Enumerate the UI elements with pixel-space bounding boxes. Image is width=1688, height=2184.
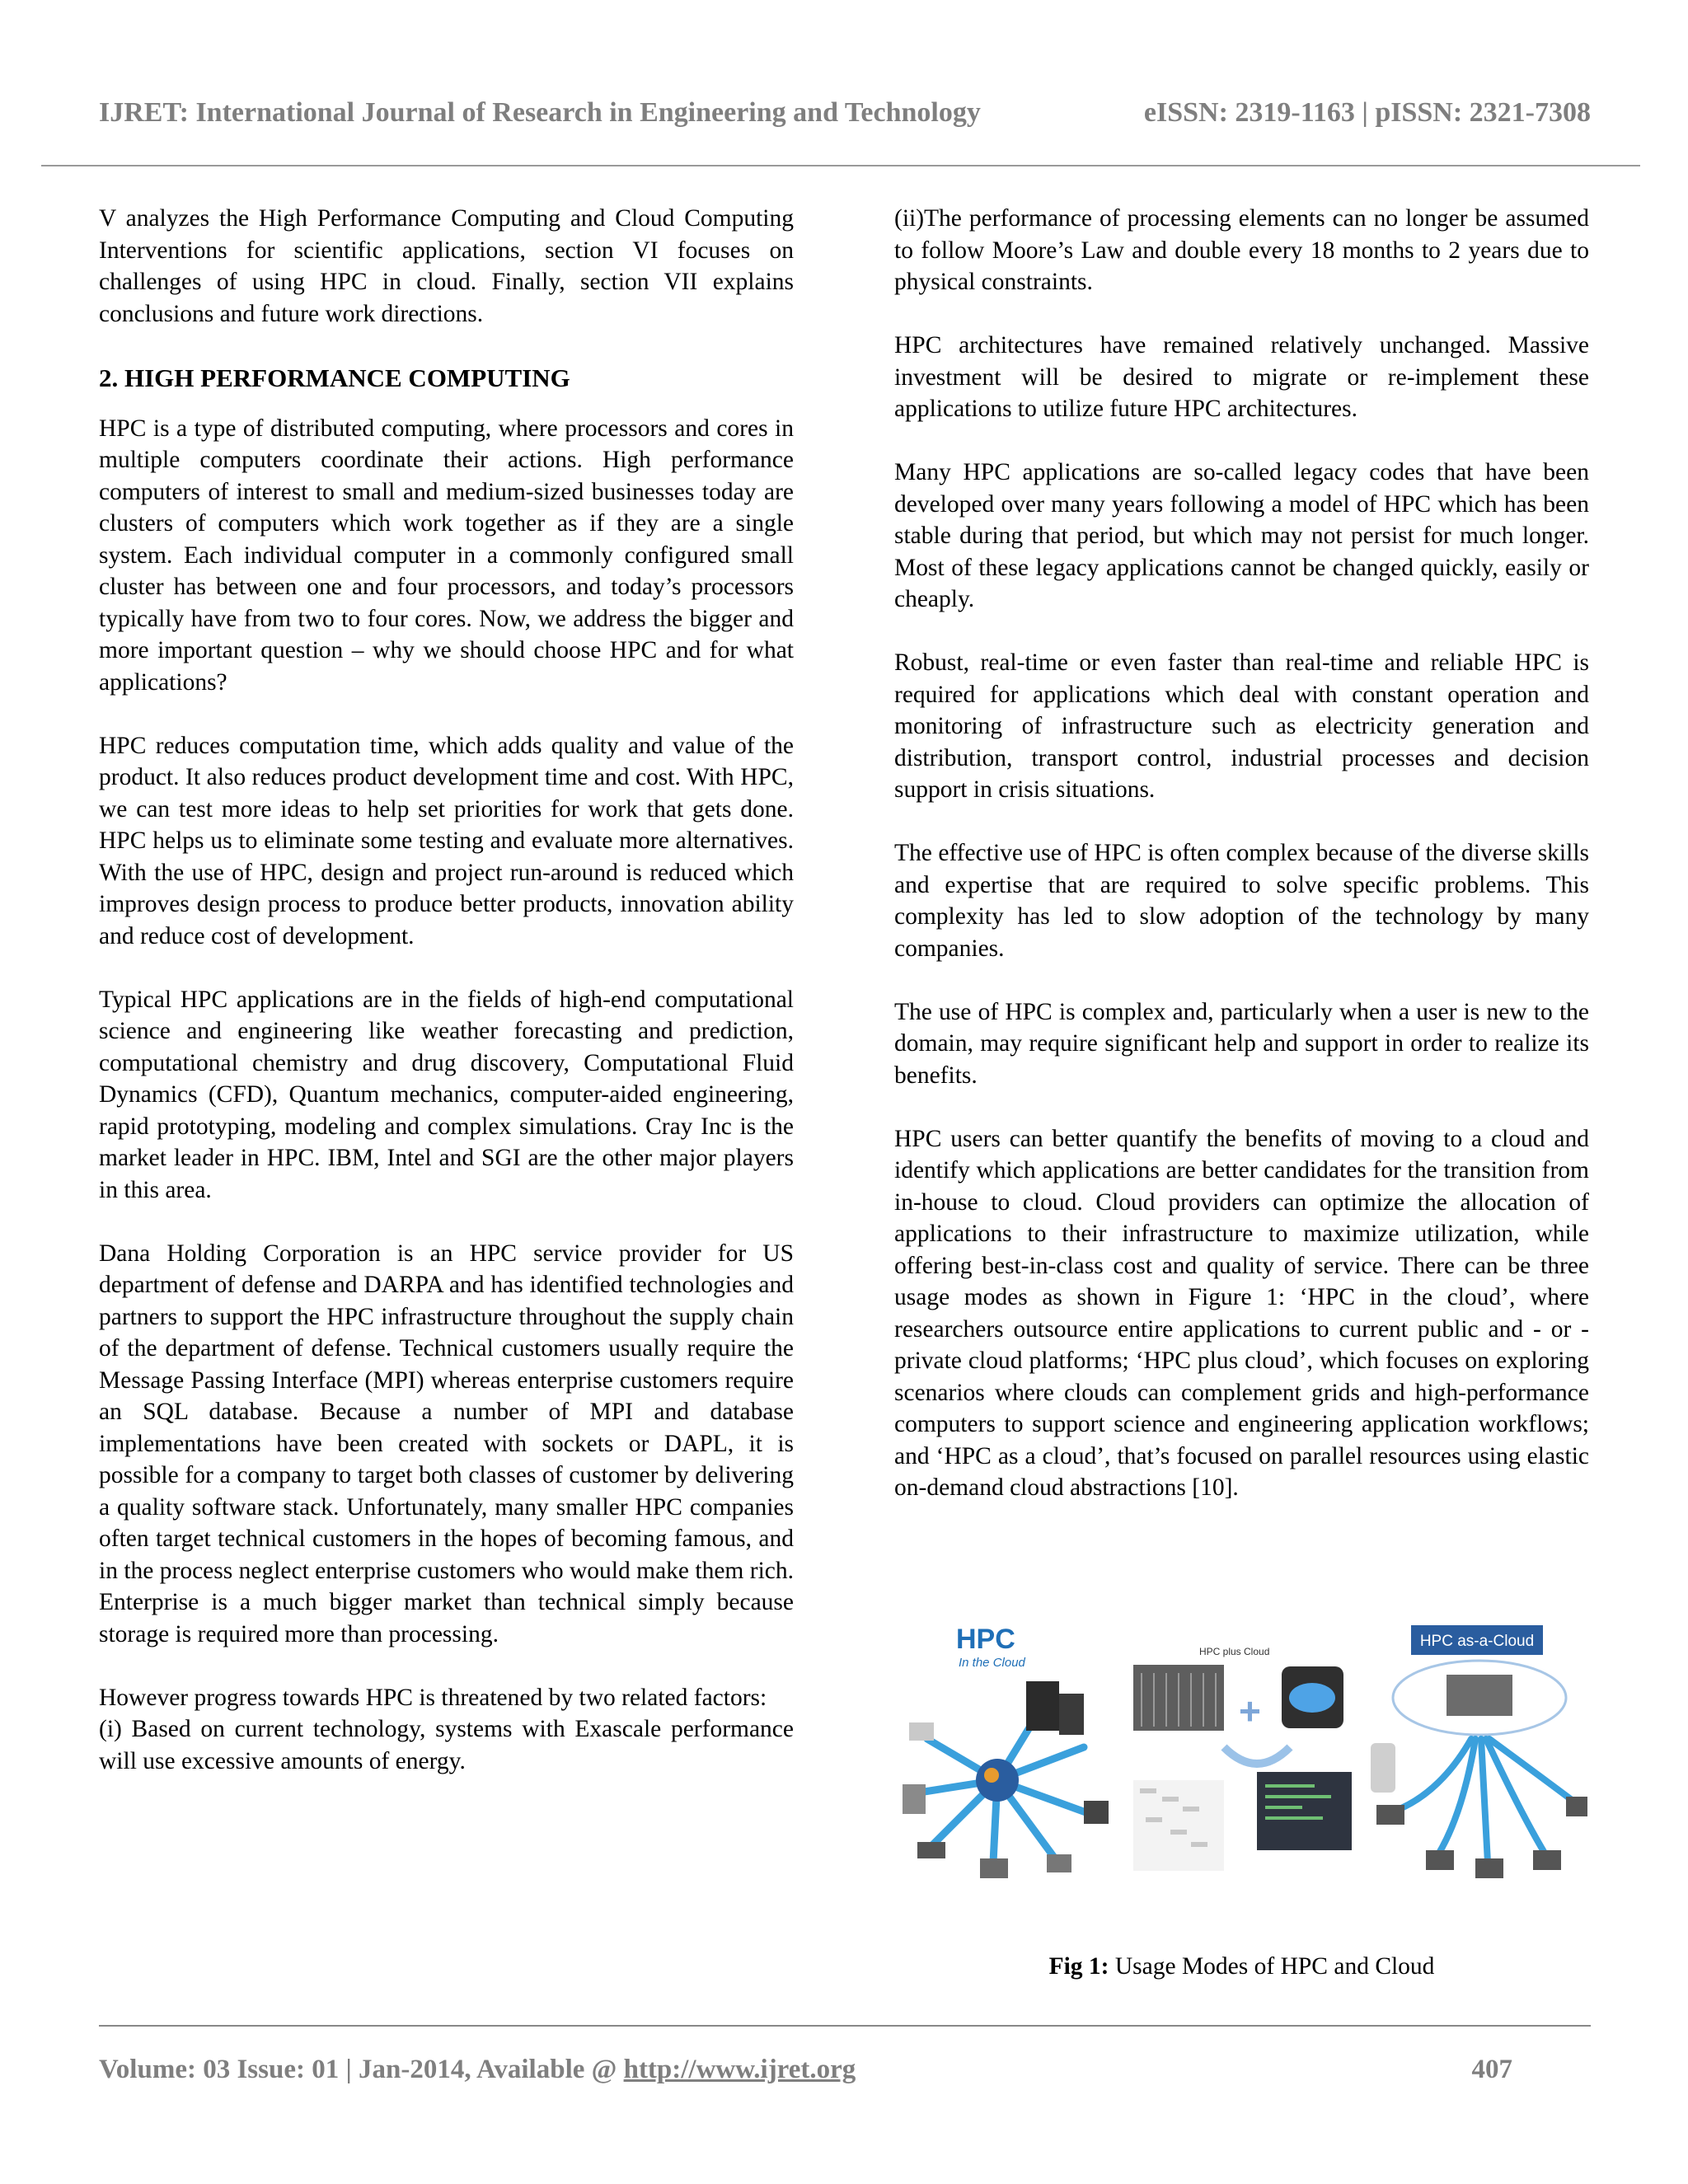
figure-caption xyxy=(894,1953,1589,1980)
paragraph: Dana Holding Corporation is an HPC service provider for US department of defense and DARPA and has identified technologies and partners to support the HPC infrastructure throughout the supply chain of the department of defense. Technical customers usually require the Message Passing Interface (MPI) whereas enterprise customers require an SQL database. Because a number of MPI and database implementations have been created with sockets or DAPL, it is possible for a company to target both classes of customer by delivering a quality software stack. Unfortunately, many smaller HPC companies often target technical customers in the hopes of becoming famous, and in the process neglect enterprise customers who would make them rich. Enterprise is a much bigger market than technical simply because storage is required more than processing. xyxy=(99,1240,794,1647)
paragraph: HPC architectures have remained relatively unchanged. Massive investment will be desired to migrate or re-implement these applications to utilize future HPC architectures. xyxy=(894,332,1589,422)
intro-paragraph: V analyzes the High Performance Computing and Cloud Computing Interventions for scientific applications, section VI focuses on challenges of using HPC in cloud. Finally, section VII explains conclusions and future work directions. xyxy=(99,205,794,327)
footer-rule xyxy=(99,2025,1591,2027)
page-number: 407 xyxy=(1471,2055,1512,2084)
issn-line: eISSN: 2319-1163 | pISSN: 2321-7308 xyxy=(1143,97,1591,128)
panel1-subtitle: In the Cloud xyxy=(959,1656,1025,1670)
paragraph: HPC users can better quantify the benefits of moving to a cloud and identify which applications are better candidates for the transition from in-house to cloud. Cloud providers can optimize the allocation of applications to their infrastructure to maximize utilization, while offering best-in-class cost and quality of service. There can be three usage modes as shown in Figure 1: ‘HPC in the cloud’, where researchers outsource entire applications to current public and - or - private cloud platforms; ‘HPC plus cloud’, which focuses on exploring scenarios where clouds can complement grids and high-performance computers to support science and engineering application workflows; and ‘HPC as a cloud’, that’s focused on parallel resources using elastic on-demand cloud abstractions [10]. xyxy=(894,1125,1589,1501)
panel3-title: HPC as-a-Cloud xyxy=(1419,1633,1535,1650)
paragraph: Robust, real-time or even faster than real-time and reliable HPC is required for applications which deal with constant operation and monitoring of infrastructure such as electricity generation and distribution, transport control, industrial processes and decision support in crisis situations. xyxy=(894,649,1589,803)
caption-text: Usage Modes of HPC and Cloud xyxy=(1109,1953,1435,1980)
paragraph: Many HPC applications are so-called legacy codes that have been developed over many years following a model of HPC which has been stable during that period, but which may not persist for much longer. Most of these legacy applications cannot be changed quickly, easily or cheaply. xyxy=(894,459,1589,612)
panel1-title: HPC xyxy=(956,1624,1015,1655)
paragraph: HPC is a type of distributed computing, where processors and cores in multiple computers coordinate their actions. High performance computers of interest to small and medium-sized businesses today are clusters of computers which work together as if they are a single system. Each individual computer in a commonly configured small cluster has between one and four processors, and today’s processors typically have from two to four cores. Now, we address the bigger and more important question – why we should choose HPC and for what applications? xyxy=(99,415,794,696)
running-footer xyxy=(99,2055,1512,2085)
journal-link[interactable]: http://www.ijret.org xyxy=(623,2055,856,2084)
right-column xyxy=(894,203,1589,1535)
paragraph: (i) Based on current technology, systems with Exascale performance will use excessive amounts of energy. xyxy=(99,1716,794,1774)
caption-label: Fig 1: xyxy=(1048,1953,1109,1980)
section-heading: 2. HIGH PERFORMANCE COMPUTING xyxy=(99,363,570,392)
panel2-title: HPC plus Cloud xyxy=(1199,1646,1270,1657)
left-column xyxy=(99,203,794,1809)
figure-illustration xyxy=(894,1615,1589,1896)
header-rule xyxy=(41,165,1640,166)
paragraph: The use of HPC is complex and, particularly when a user is new to the domain, may require significant help and support in order to realize its benefits. xyxy=(894,998,1589,1089)
figure-hpc-usage-modes xyxy=(894,1615,1589,1896)
panel-hpc-as-a-cloud xyxy=(1364,1615,1589,1896)
panel-hpc-in-cloud xyxy=(894,1615,1117,1896)
paragraph: (ii)The performance of processing elements can no longer be assumed to follow Moore’s Law and double every 18 months to 2 years due to physical constraints. xyxy=(894,205,1589,295)
paragraph: However progress towards HPC is threatened by two related factors: xyxy=(99,1684,767,1711)
svg-text:+: + xyxy=(1239,1690,1261,1732)
volume-info xyxy=(99,2055,856,2085)
panel-hpc-plus-cloud xyxy=(1125,1615,1356,1896)
journal-title: IJRET: International Journal of Research in Engineering and Technology xyxy=(99,97,981,128)
running-header xyxy=(99,97,1591,129)
paragraph: Typical HPC applications are in the fields of high-end computational science and engineering like weather forecasting and prediction, computational chemistry and drug discovery, Computational Fluid Dynamics (CFD), Quantum mechanics, computer-aided engineering, rapid prototyping, modeling and complex simulations. Cray Inc is the market leader in HPC. IBM, Intel and SGI are the other major players in this area. xyxy=(99,986,794,1203)
paragraph: HPC reduces computation time, which adds quality and value of the product. It also reduces product development time and cost. With HPC, we can test more ideas to help set priorities for work that gets done. HPC helps us to eliminate some testing and evaluate more alternatives. With the use of HPC, design and project run-around is reduced which improves design process to produce better products, innovation ability and reduce cost of development. xyxy=(99,732,794,949)
volume-text: Volume: 03 Issue: 01 | Jan-2014, Available @ xyxy=(99,2055,624,2084)
paragraph: The effective use of HPC is often complex because of the diverse skills and expertise that are required to solve specific problems. This complexity has led to slow adoption of the technology by many companies. xyxy=(894,840,1589,962)
